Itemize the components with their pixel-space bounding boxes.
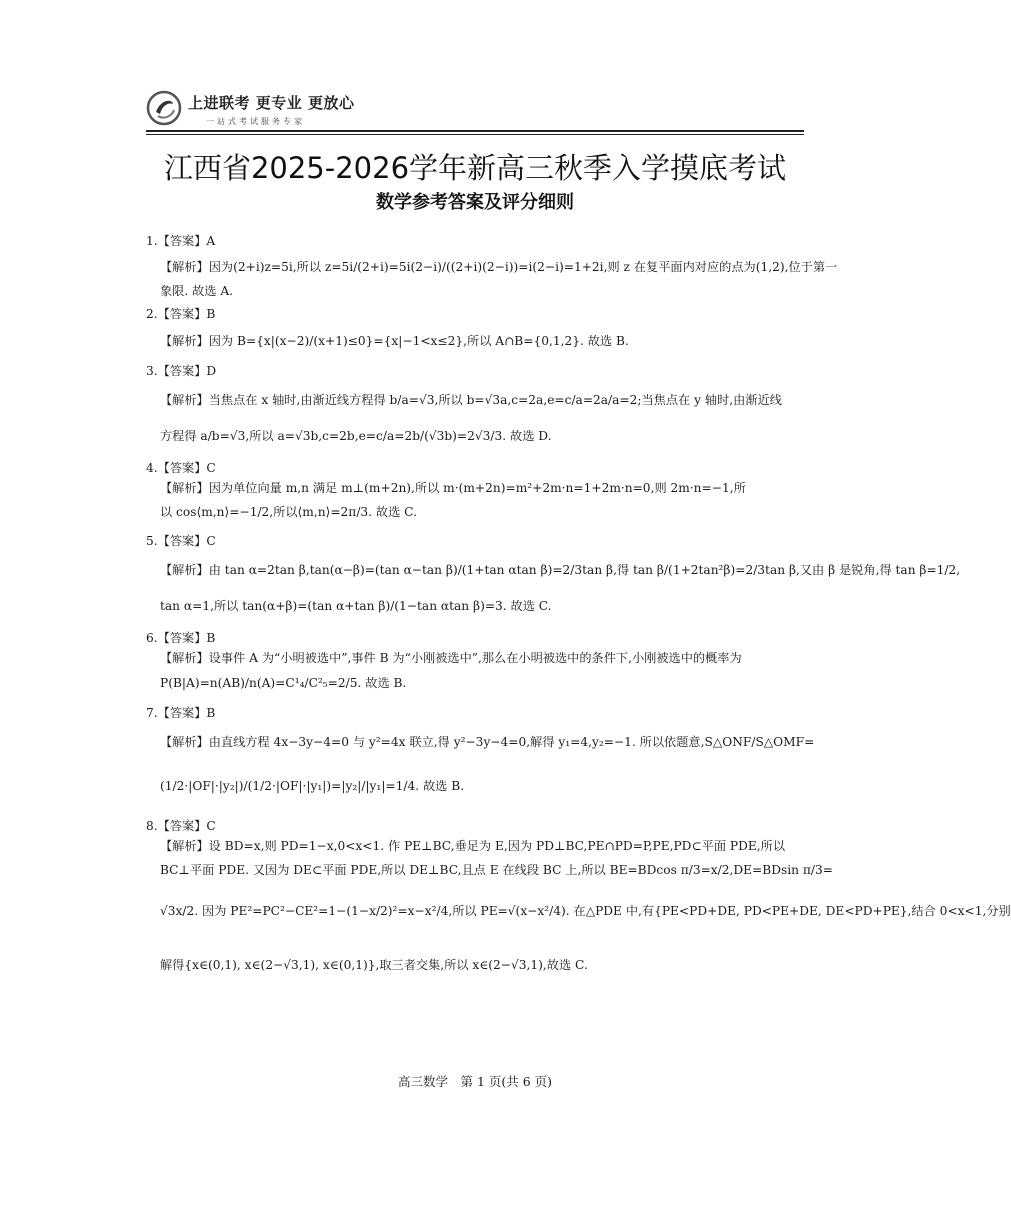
- question-1: [146, 232, 838, 300]
- analysis-line: √3x/2. 因为 PE²=PC²−CE²=1−(1−x/2)²=x−x²/4,所以 PE=√(x−x²/4). 在△PDE 中,有{PE<PD+DE, PD<PE+DE, DE<PD+PE},结合 0<x<1,分别: [160, 904, 1011, 918]
- question-6: [146, 629, 806, 699]
- analysis-line: 【解析】因为单位向量 m,n 满足 m⊥(m+2n),所以 m·(m+2n)=m²+2m·n=1+2m·n=0,则 2m·n=−1,所: [160, 481, 746, 495]
- analysis-line: 象限. 故选 A.: [160, 284, 234, 298]
- analysis: [160, 724, 815, 812]
- analysis-line: 方程得 a/b=√3,所以 a=√3b,c=2b,e=c/a=2b/(√3b)=2√3/3. 故选 D.: [160, 429, 552, 443]
- question-4: [146, 459, 806, 527]
- analysis-line: (1/2·|OF|·|y₂|)/(1/2·|OF|·|y₁|)=|y₂|/|y₁|=1/4. 故选 B.: [160, 779, 465, 793]
- brand-slogan: 上进联考 更专业 更放心: [188, 94, 355, 112]
- page-title: 江西省2025-2026学年新高三秋季入学摸底考试: [163, 151, 787, 185]
- analysis: [160, 325, 806, 357]
- answer-line: 5.【答案】C: [146, 534, 216, 548]
- analysis: [160, 479, 806, 527]
- analysis-line: 【解析】因为 B={x|(x−2)/(x+1)≤0}={x|−1<x≤2},所以 A∩B={0,1,2}. 故选 B.: [160, 334, 629, 348]
- answer-line: 8.【答案】C: [146, 819, 216, 833]
- brand-subslogan: 一站式考试服务专家: [206, 117, 305, 126]
- answer-line: 2.【答案】B: [146, 307, 216, 321]
- answer-line: 1.【答案】A: [146, 234, 216, 248]
- answer-line: 3.【答案】D: [146, 364, 217, 378]
- answer-line: 4.【答案】C: [146, 461, 216, 475]
- analysis-line: 【解析】当焦点在 x 轴时,由渐近线方程得 b/a=√3,所以 b=√3a,c=2a,e=c/a=2a/a=2;当焦点在 y 轴时,由渐近线: [160, 393, 782, 407]
- answer-line: 7.【答案】B: [146, 706, 216, 720]
- page-subtitle: 数学参考答案及评分细则: [376, 192, 574, 213]
- question-5: [146, 532, 961, 624]
- question-2: [146, 305, 806, 357]
- analysis: [160, 382, 806, 454]
- analysis: [160, 552, 961, 624]
- analysis: [160, 252, 838, 300]
- question-7: [146, 704, 815, 812]
- analysis-line: P(B|A)=n(AB)/n(A)=C¹₄/C²₅=2/5. 故选 B.: [160, 676, 407, 690]
- analysis: [160, 649, 806, 699]
- analysis-line: 【解析】由直线方程 4x−3y−4=0 与 y²=4x 联立,得 y²−3y−4=0,解得 y₁=4,y₂=−1. 所以依题意,S△ONF/S△OMF=: [160, 735, 815, 749]
- header-rule-thin: [146, 134, 804, 135]
- analysis-line: 【解析】设事件 A 为“小明被选中”,事件 B 为“小刚被选中”,那么在小明被选中的条件下,小刚被选中的概率为: [160, 651, 742, 665]
- answer-line: 6.【答案】B: [146, 631, 216, 645]
- analysis-line: 【解析】设 BD=x,则 PD=1−x,0<x<1. 作 PE⊥BC,垂足为 E,因为 PD⊥BC,PE∩PD=P,PE,PD⊂平面 PDE,所以: [160, 839, 786, 853]
- page-footer: 高三数学 第 1 页(共 6 页): [397, 1074, 553, 1089]
- analysis-line: 【解析】因为(2+i)z=5i,所以 z=5i/(2+i)=5i(2−i)/((2+i)(2−i))=i(2−i)=1+2i,则 z 在复平面内对应的点为(1,2),位于第一: [160, 260, 838, 274]
- analysis: [160, 837, 1011, 993]
- analysis-line: tan α=1,所以 tan(α+β)=(tan α+tan β)/(1−tan αtan β)=3. 故选 C.: [160, 599, 552, 613]
- question-3: [146, 362, 806, 454]
- analysis-line: BC⊥平面 PDE. 又因为 DE⊂平面 PDE,所以 DE⊥BC,且点 E 在线段 BC 上,所以 BE=BDcos π/3=x/2,DE=BDsin π/3=: [160, 863, 833, 877]
- analysis-line: 以 cos⟨m,n⟩=−1/2,所以⟨m,n⟩=2π/3. 故选 C.: [160, 505, 417, 519]
- answer-list: [146, 232, 1011, 998]
- header-rule-thick: [146, 130, 804, 132]
- question-8: [146, 817, 1011, 993]
- analysis-line: 解得{x∈(0,1), x∈(2−√3,1), x∈(0,1)},取三者交集,所以 x∈(2−√3,1),故选 C.: [160, 958, 588, 972]
- header: [146, 88, 806, 136]
- analysis-line: 【解析】由 tan α=2tan β,tan(α−β)=(tan α−tan β)/(1+tan αtan β)=2/3tan β,得 tan β/(1+2tan²β)=2/3tan β,又由 β 是锐角,得 tan β=1/2,: [160, 563, 961, 577]
- logo-swirl-icon: [146, 90, 182, 126]
